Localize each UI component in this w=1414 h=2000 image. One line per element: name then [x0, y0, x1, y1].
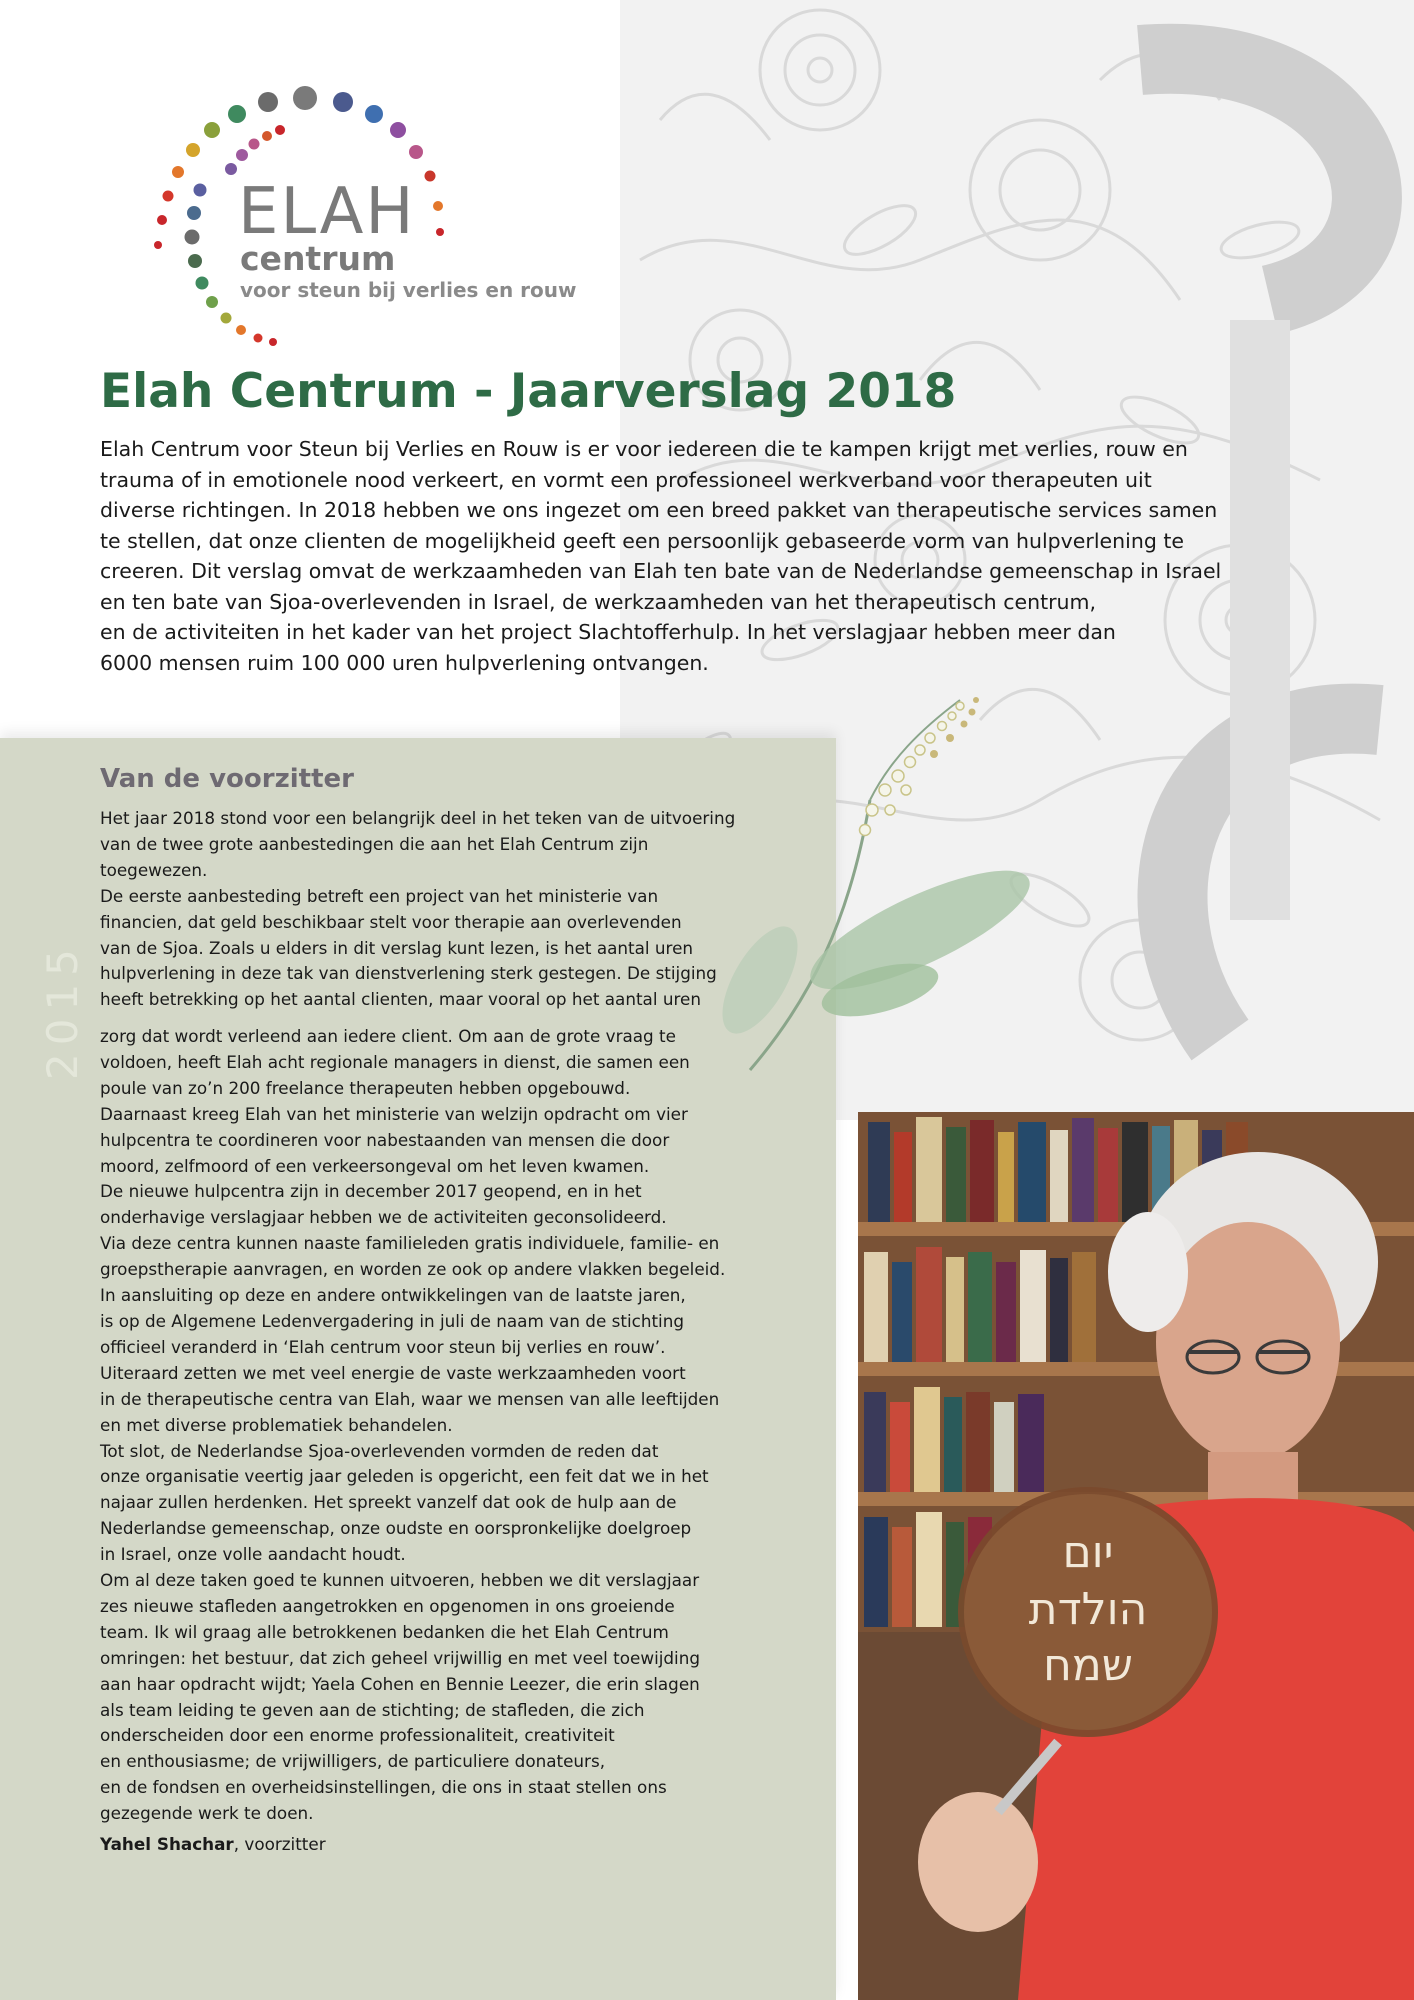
cake-text-line-3: שמח: [1043, 1640, 1133, 1691]
body-line: zorg dat wordt verleend aan iedere client. Om aan de grote vraag te: [100, 1026, 676, 1046]
body-line: groepstherapie aanvragen, en worden ze ook op andere vlakken begeleid.: [100, 1259, 726, 1280]
body-line: onze organisatie veertig jaar geleden is opgericht, een feit dat we in het: [100, 1466, 709, 1487]
logo-subtitle: centrum: [240, 239, 396, 278]
intro-line: en ten bate van Sjoa-overlevenden in Israel, de werkzaamheden van het therapeutisch centrum,: [100, 589, 1097, 614]
chairman-text-part-2: [100, 1024, 800, 1858]
elah-logo: [140, 80, 580, 350]
body-line: Het jaar 2018 stond voor een belangrijk deel in het teken van de uitvoering: [100, 808, 736, 828]
body-line: voldoen, heeft Elah acht regionale managers in dienst, die samen een: [100, 1051, 690, 1072]
intro-paragraph: [100, 434, 1320, 678]
body-line: in Israel, onze volle aandacht houdt.: [100, 1544, 406, 1565]
body-line: gezegende werk te doen.: [100, 1803, 314, 1824]
body-line: Uiteraard zetten we met veel energie de vaste werkzaamheden voort: [100, 1362, 686, 1383]
signature: [100, 1832, 800, 1858]
body-line: heeft betrekking op het aantal clienten, maar vooral op het aantal uren: [100, 989, 701, 1010]
body-line: aan haar opdracht wijdt; Yaela Cohen en Bennie Leezer, die erin slagen: [100, 1673, 700, 1694]
body-line: en met diverse problematiek behandelen.: [100, 1414, 453, 1435]
logo-tagline: voor steun bij verlies en rouw: [240, 278, 577, 302]
logo-wordmark: ELAH: [238, 175, 416, 249]
body-line: Tot slot, de Nederlandse Sjoa-overlevenden vormden de reden dat: [100, 1440, 659, 1461]
body-line: hulpverlening in deze tak van dienstverlening sterk gestegen. De stijging: [100, 963, 717, 984]
signature-name: Yahel Shachar: [100, 1834, 234, 1855]
body-line: als team leiding te geven aan de stichting; de stafleden, die zich: [100, 1699, 645, 1720]
body-line: poule van zo’n 200 freelance therapeuten hebben opgebouwd.: [100, 1077, 631, 1098]
body-line: onderscheiden door een enorme professionaliteit, creativiteit: [100, 1725, 615, 1746]
body-line: van de Sjoa. Zoals u elders in dit verslag kunt lezen, is het aantal uren: [100, 937, 694, 958]
intro-line: creeren. Dit verslag omvat de werkzaamheden van Elah ten bate van de Nederlandse gemeenschap in Israel: [100, 559, 1222, 583]
body-line: en enthousiasme; de vrijwilligers, de particuliere donateurs,: [100, 1751, 606, 1772]
body-line: hulpcentra te coordineren voor nabestaanden van mensen die door: [100, 1129, 670, 1150]
birthday-photo: [858, 1112, 1414, 2000]
body-line: financien, dat geld beschikbaar stelt voor therapie aan overlevenden: [100, 911, 682, 932]
body-line: Om al deze taken goed te kunnen uitvoeren, hebben we dit verslagjaar: [100, 1570, 700, 1591]
body-line: is op de Algemene Ledenvergadering in juli de naam van de stichting: [100, 1310, 684, 1331]
intro-line: en de activiteiten in het kader van het project Slachtofferhulp. In het verslagjaar hebben meer dan: [100, 620, 1116, 644]
body-line: In aansluiting op deze en andere ontwikkelingen van de laatste jaren,: [100, 1285, 686, 1306]
body-line: Daarnaast kreeg Elah van het ministerie van welzijn opdracht om vier: [100, 1103, 688, 1124]
body-line: onderhavige verslagjaar hebben we de activiteiten geconsolideerd.: [100, 1207, 667, 1228]
intro-line: diverse richtingen. In 2018 hebben we ons ingezet om een breed pakket van therapeutische services samen: [100, 498, 1218, 522]
intro-line: trauma of in emotionele nood verkeert, en vormt een professioneel werkverband voor therapeuten uit: [100, 467, 1152, 492]
chairman-text-part-1: [100, 806, 800, 1013]
intro-line: Elah Centrum voor Steun bij Verlies en Rouw is er voor iedereen die te kampen krijgt met verlies, rouw en: [100, 437, 1188, 461]
body-line: zes nieuwe stafleden aangetrokken en opgenomen in ons groeiende: [100, 1595, 675, 1616]
cake-text-line-2: הולדת: [1028, 1584, 1148, 1635]
body-line: van de twee grote aanbestedingen die aan het Elah Centrum zijn: [100, 833, 649, 854]
body-line: en de fondsen en overheidsinstellingen, die ons in staat stellen ons: [100, 1777, 667, 1798]
body-line: officieel veranderd in ‘Elah centrum voor steun bij verlies en rouw’.: [100, 1336, 666, 1357]
intro-line: 6000 mensen ruim 100 000 uren hulpverlening ontvangen.: [100, 650, 709, 675]
body-line: toegewezen.: [100, 859, 208, 880]
body-line: moord, zelfmoord of een verkeersongeval om het leven kwamen.: [100, 1155, 650, 1176]
body-line: De nieuwe hulpcentra zijn in december 2017 geopend, en in het: [100, 1181, 642, 1202]
cake-text-line-1: יום: [1062, 1527, 1114, 1578]
side-year-watermark: 2015: [38, 941, 87, 1080]
intro-line: te stellen, dat onze clienten de mogelijkheid geeft een persoonlijk gebaseerde vorm van hulpverlening te: [100, 528, 1185, 553]
body-line: najaar zullen herdenken. Het spreekt vanzelf dat ook de hulp aan de: [100, 1492, 677, 1513]
body-line: De eerste aanbesteding betreft een project van het ministerie van: [100, 885, 659, 906]
body-line: team. Ik wil graag alle betrokkenen bedanken die het Elah Centrum: [100, 1621, 669, 1642]
body-line: Via deze centra kunnen naaste familieleden gratis individuele, familie- en: [100, 1233, 720, 1254]
body-line: omringen: het bestuur, dat zich geheel vrijwillig en met veel toewijding: [100, 1647, 700, 1668]
page-title: Elah Centrum - Jaarverslag 2018: [100, 364, 957, 419]
signature-role: , voorzitter: [233, 1834, 326, 1855]
section-heading-chairman: Van de voorzitter: [100, 764, 354, 794]
body-line: in de therapeutische centra van Elah, waar we mensen van alle leeftijden: [100, 1388, 720, 1409]
body-line: Nederlandse gemeenschap, onze oudste en oorspronkelijke doelgroep: [100, 1518, 692, 1539]
